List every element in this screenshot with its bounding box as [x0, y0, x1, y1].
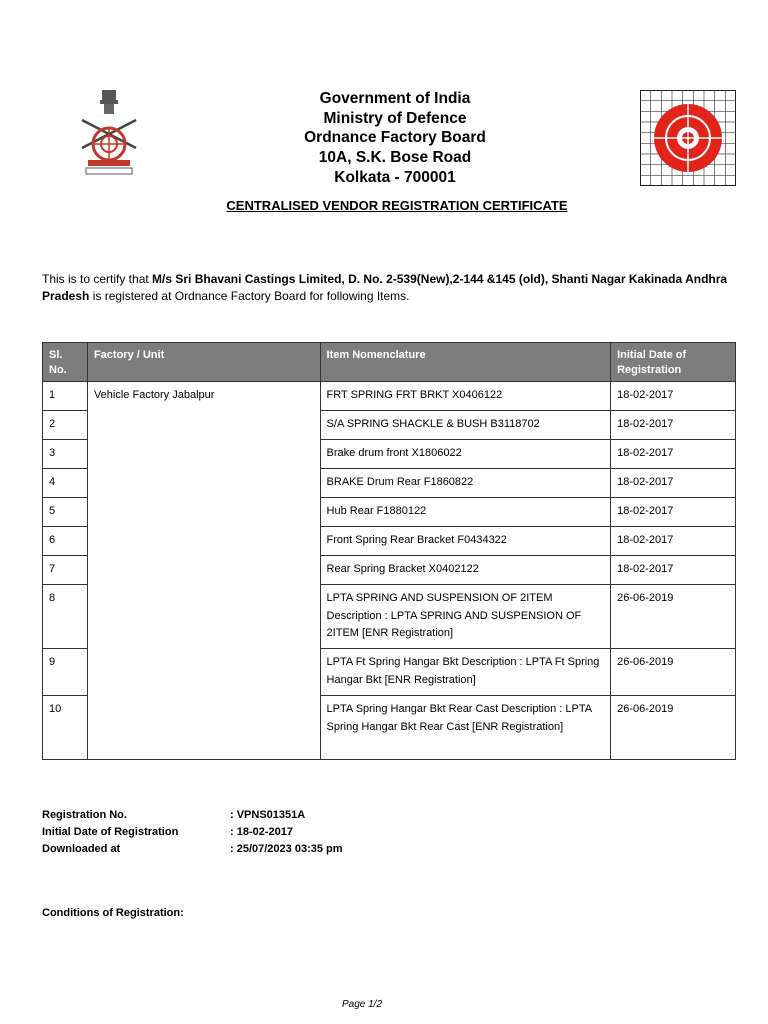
cell-sl-no: 4 — [43, 469, 88, 498]
cell-registration-date: 18-02-2017 — [611, 469, 736, 498]
cell-item-nomenclature: BRAKE Drum Rear F1860822 — [320, 469, 611, 498]
downloaded-at-value: : 25/07/2023 03:35 pm — [230, 843, 343, 855]
registration-number-value: : VPNS01351A — [230, 809, 306, 821]
intro-prefix: This is to certify that — [42, 272, 153, 286]
column-header-date: Initial Date of Registration — [611, 343, 736, 382]
registered-items-table — [42, 342, 736, 760]
header-line-government: Government of India — [319, 90, 471, 107]
cell-item-nomenclature: Brake drum front X1806022 — [320, 440, 611, 469]
conditions-heading: Conditions of Registration: — [42, 907, 184, 919]
cell-item-nomenclature: Rear Spring Bracket X0402122 — [320, 556, 611, 585]
column-header-sl-no: Sl. No. — [43, 343, 88, 382]
cell-registration-date: 18-02-2017 — [611, 411, 736, 440]
column-header-item: Item Nomenclature — [320, 343, 611, 382]
cell-factory-unit: Vehicle Factory Jabalpur — [87, 382, 320, 760]
header-line-address: 10A, S.K. Bose Road — [318, 149, 472, 167]
table-row — [43, 382, 736, 411]
cell-sl-no: 3 — [43, 440, 88, 469]
certification-statement — [42, 271, 732, 305]
cell-item-nomenclature: Front Spring Rear Bracket F0434322 — [320, 527, 611, 556]
cell-item-nomenclature: LPTA SPRING AND SUSPENSION OF 2ITEM Description : LPTA SPRING AND SUSPENSION OF 2ITEM [ENR Registration] — [320, 585, 611, 649]
initial-date-value: : 18-02-2017 — [230, 826, 293, 838]
cell-sl-no: 5 — [43, 498, 88, 527]
table-header-row — [43, 343, 736, 382]
cell-registration-date: 18-02-2017 — [611, 498, 736, 527]
cell-sl-no: 9 — [43, 649, 88, 696]
intro-suffix: is registered at Ordnance Factory Board for following Items. — [89, 289, 410, 303]
cell-sl-no: 2 — [43, 411, 88, 440]
cell-item-nomenclature: S/A SPRING SHACKLE & BUSH B3118702 — [320, 411, 611, 440]
certificate-title: CENTRALISED VENDOR REGISTRATION CERTIFICATE — [226, 198, 568, 213]
downloaded-at-label: Downloaded at — [42, 843, 121, 855]
cell-item-nomenclature: Hub Rear F1880122 — [320, 498, 611, 527]
cell-sl-no: 7 — [43, 556, 88, 585]
cell-item-nomenclature: FRT SPRING FRT BRKT X0406122 — [320, 382, 611, 411]
initial-date-label: Initial Date of Registration — [42, 826, 179, 838]
cell-sl-no: 8 — [43, 585, 88, 649]
organization-header — [200, 89, 590, 188]
registration-number-label: Registration No. — [42, 809, 127, 821]
table-body — [43, 382, 736, 760]
registration-number-row — [42, 807, 343, 824]
registration-details — [42, 807, 343, 858]
cell-item-nomenclature: LPTA Ft Spring Hangar Bkt Description : LPTA Ft Spring Hangar Bkt [ENR Registration] — [320, 649, 611, 696]
cell-registration-date: 26-06-2019 — [611, 585, 736, 649]
header-line-ministry: Ministry of Defence — [323, 109, 467, 127]
column-header-factory: Factory / Unit — [87, 343, 320, 382]
cell-registration-date: 26-06-2019 — [611, 649, 736, 696]
cell-registration-date: 18-02-2017 — [611, 527, 736, 556]
initial-date-row — [42, 824, 343, 841]
cell-sl-no: 1 — [43, 382, 88, 411]
header-line-board: Ordnance Factory Board — [304, 129, 486, 147]
cell-sl-no: 6 — [43, 527, 88, 556]
header-line-city: Kolkata - 700001 — [334, 168, 456, 186]
downloaded-at-row — [42, 841, 343, 858]
vendor-name-address: M/s Sri Bhavani Castings Limited, D. No. 2-539(New),2-144 &145 (old), Shanti Nagar Kakinada Andhra Pradesh — [42, 272, 728, 303]
cell-item-nomenclature: LPTA Spring Hangar Bkt Rear Cast Description : LPTA Spring Hangar Bkt Rear Cast [ENR Registration] — [320, 696, 611, 760]
cell-registration-date: 18-02-2017 — [611, 382, 736, 411]
cell-registration-date: 18-02-2017 — [611, 440, 736, 469]
cell-sl-no: 10 — [43, 696, 88, 760]
ofb-emblem-icon — [74, 86, 146, 178]
page-number: Page 1/2 — [341, 999, 383, 1010]
target-grid-logo-icon — [640, 90, 736, 186]
cell-registration-date: 26-06-2019 — [611, 696, 736, 760]
cell-registration-date: 18-02-2017 — [611, 556, 736, 585]
